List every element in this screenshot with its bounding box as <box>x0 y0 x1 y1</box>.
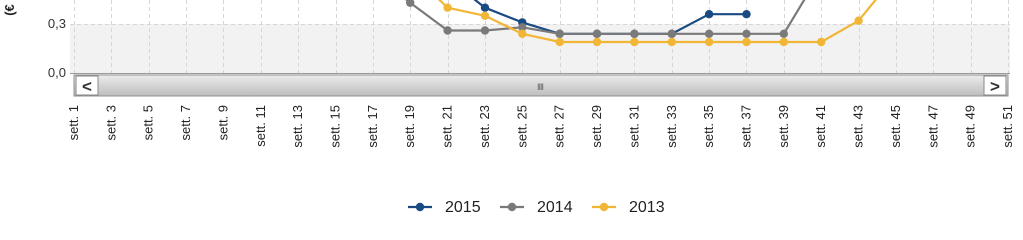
x-tick-label: sett. 1 <box>66 105 81 141</box>
x-tick-label: sett. 43 <box>850 105 866 148</box>
data-point[interactable] <box>742 10 750 18</box>
plot-band-upper <box>70 0 1010 24</box>
x-tick-label: sett. 49 <box>962 104 978 148</box>
data-point[interactable] <box>481 4 489 12</box>
x-tick-label: sett. 3 <box>103 105 119 141</box>
x-tick-label: sett. 39 <box>775 104 791 148</box>
data-point[interactable] <box>668 30 676 38</box>
legend-label: 2015 <box>445 199 481 216</box>
data-point[interactable] <box>668 38 676 46</box>
data-point[interactable] <box>854 17 862 25</box>
data-point[interactable] <box>481 26 489 34</box>
data-point[interactable] <box>556 38 564 46</box>
x-tick-label: sett. 45 <box>887 104 903 148</box>
legend-item-2014[interactable] <box>500 199 573 216</box>
x-tick-label: sett. 9 <box>215 104 231 141</box>
y-axis-label: (€ <box>2 4 17 16</box>
scroll-grip[interactable]: IIII <box>536 82 544 92</box>
data-point[interactable] <box>630 30 638 38</box>
x-axis-ticks <box>66 105 1015 148</box>
x-tick-label: sett. 23 <box>477 105 492 148</box>
x-tick-label: sett. 29 <box>589 104 604 148</box>
scroll-left-arrow: < <box>82 77 92 96</box>
data-point[interactable] <box>481 12 489 20</box>
x-tick-label: sett. 47 <box>925 105 941 148</box>
x-tick-label: sett. 41 <box>813 105 829 148</box>
y-axis-ticks <box>48 16 66 80</box>
legend-marker <box>416 203 424 211</box>
data-point[interactable] <box>630 38 638 46</box>
data-point[interactable] <box>593 38 601 46</box>
data-point[interactable] <box>817 38 825 46</box>
x-tick-label: sett. 11 <box>252 105 268 147</box>
legend-label: 2013 <box>629 199 665 216</box>
data-point[interactable] <box>443 26 451 34</box>
data-point[interactable] <box>742 38 750 46</box>
data-point[interactable] <box>556 30 564 38</box>
x-tick-label: sett. 7 <box>178 105 194 141</box>
x-tick-label: sett. 31 <box>626 105 642 148</box>
x-tick-label: sett. 21 <box>439 105 455 148</box>
data-point[interactable] <box>705 10 713 18</box>
plot-band-lower <box>70 24 1010 74</box>
x-tick-label: sett. 27 <box>551 105 567 148</box>
data-point[interactable] <box>705 30 713 38</box>
x-tick-label: sett. 51 <box>1000 105 1015 148</box>
x-tick-label: sett. 33 <box>663 105 679 148</box>
data-point[interactable] <box>780 38 788 46</box>
data-point[interactable] <box>742 30 750 38</box>
x-tick-label: sett. 35 <box>701 104 717 148</box>
x-tick-label: sett. 25 <box>514 104 530 148</box>
legend-marker <box>600 203 608 211</box>
data-point[interactable] <box>518 30 526 38</box>
legend-marker <box>508 203 516 211</box>
data-point[interactable] <box>780 30 788 38</box>
x-tick-label: sett. 19 <box>402 104 418 148</box>
data-point[interactable] <box>443 4 451 12</box>
legend-item-2015[interactable] <box>408 199 481 216</box>
horizontal-scrollbar[interactable] <box>74 75 1008 96</box>
legend <box>408 199 665 216</box>
x-tick-label: sett. 13 <box>290 105 306 148</box>
data-point[interactable] <box>705 38 713 46</box>
legend-label: 2014 <box>537 199 573 216</box>
legend-item-2013[interactable] <box>592 199 665 216</box>
x-tick-label: sett. 17 <box>364 105 380 148</box>
scroll-right-arrow: > <box>990 77 1000 96</box>
x-tick-label: sett. 37 <box>738 105 754 148</box>
y-tick-label: 0,0 <box>47 65 66 80</box>
x-tick-label: sett. 15 <box>327 104 343 148</box>
data-point[interactable] <box>593 30 601 38</box>
y-tick-label: 0,3 <box>47 16 66 31</box>
x-tick-label: sett. 5 <box>140 104 156 141</box>
